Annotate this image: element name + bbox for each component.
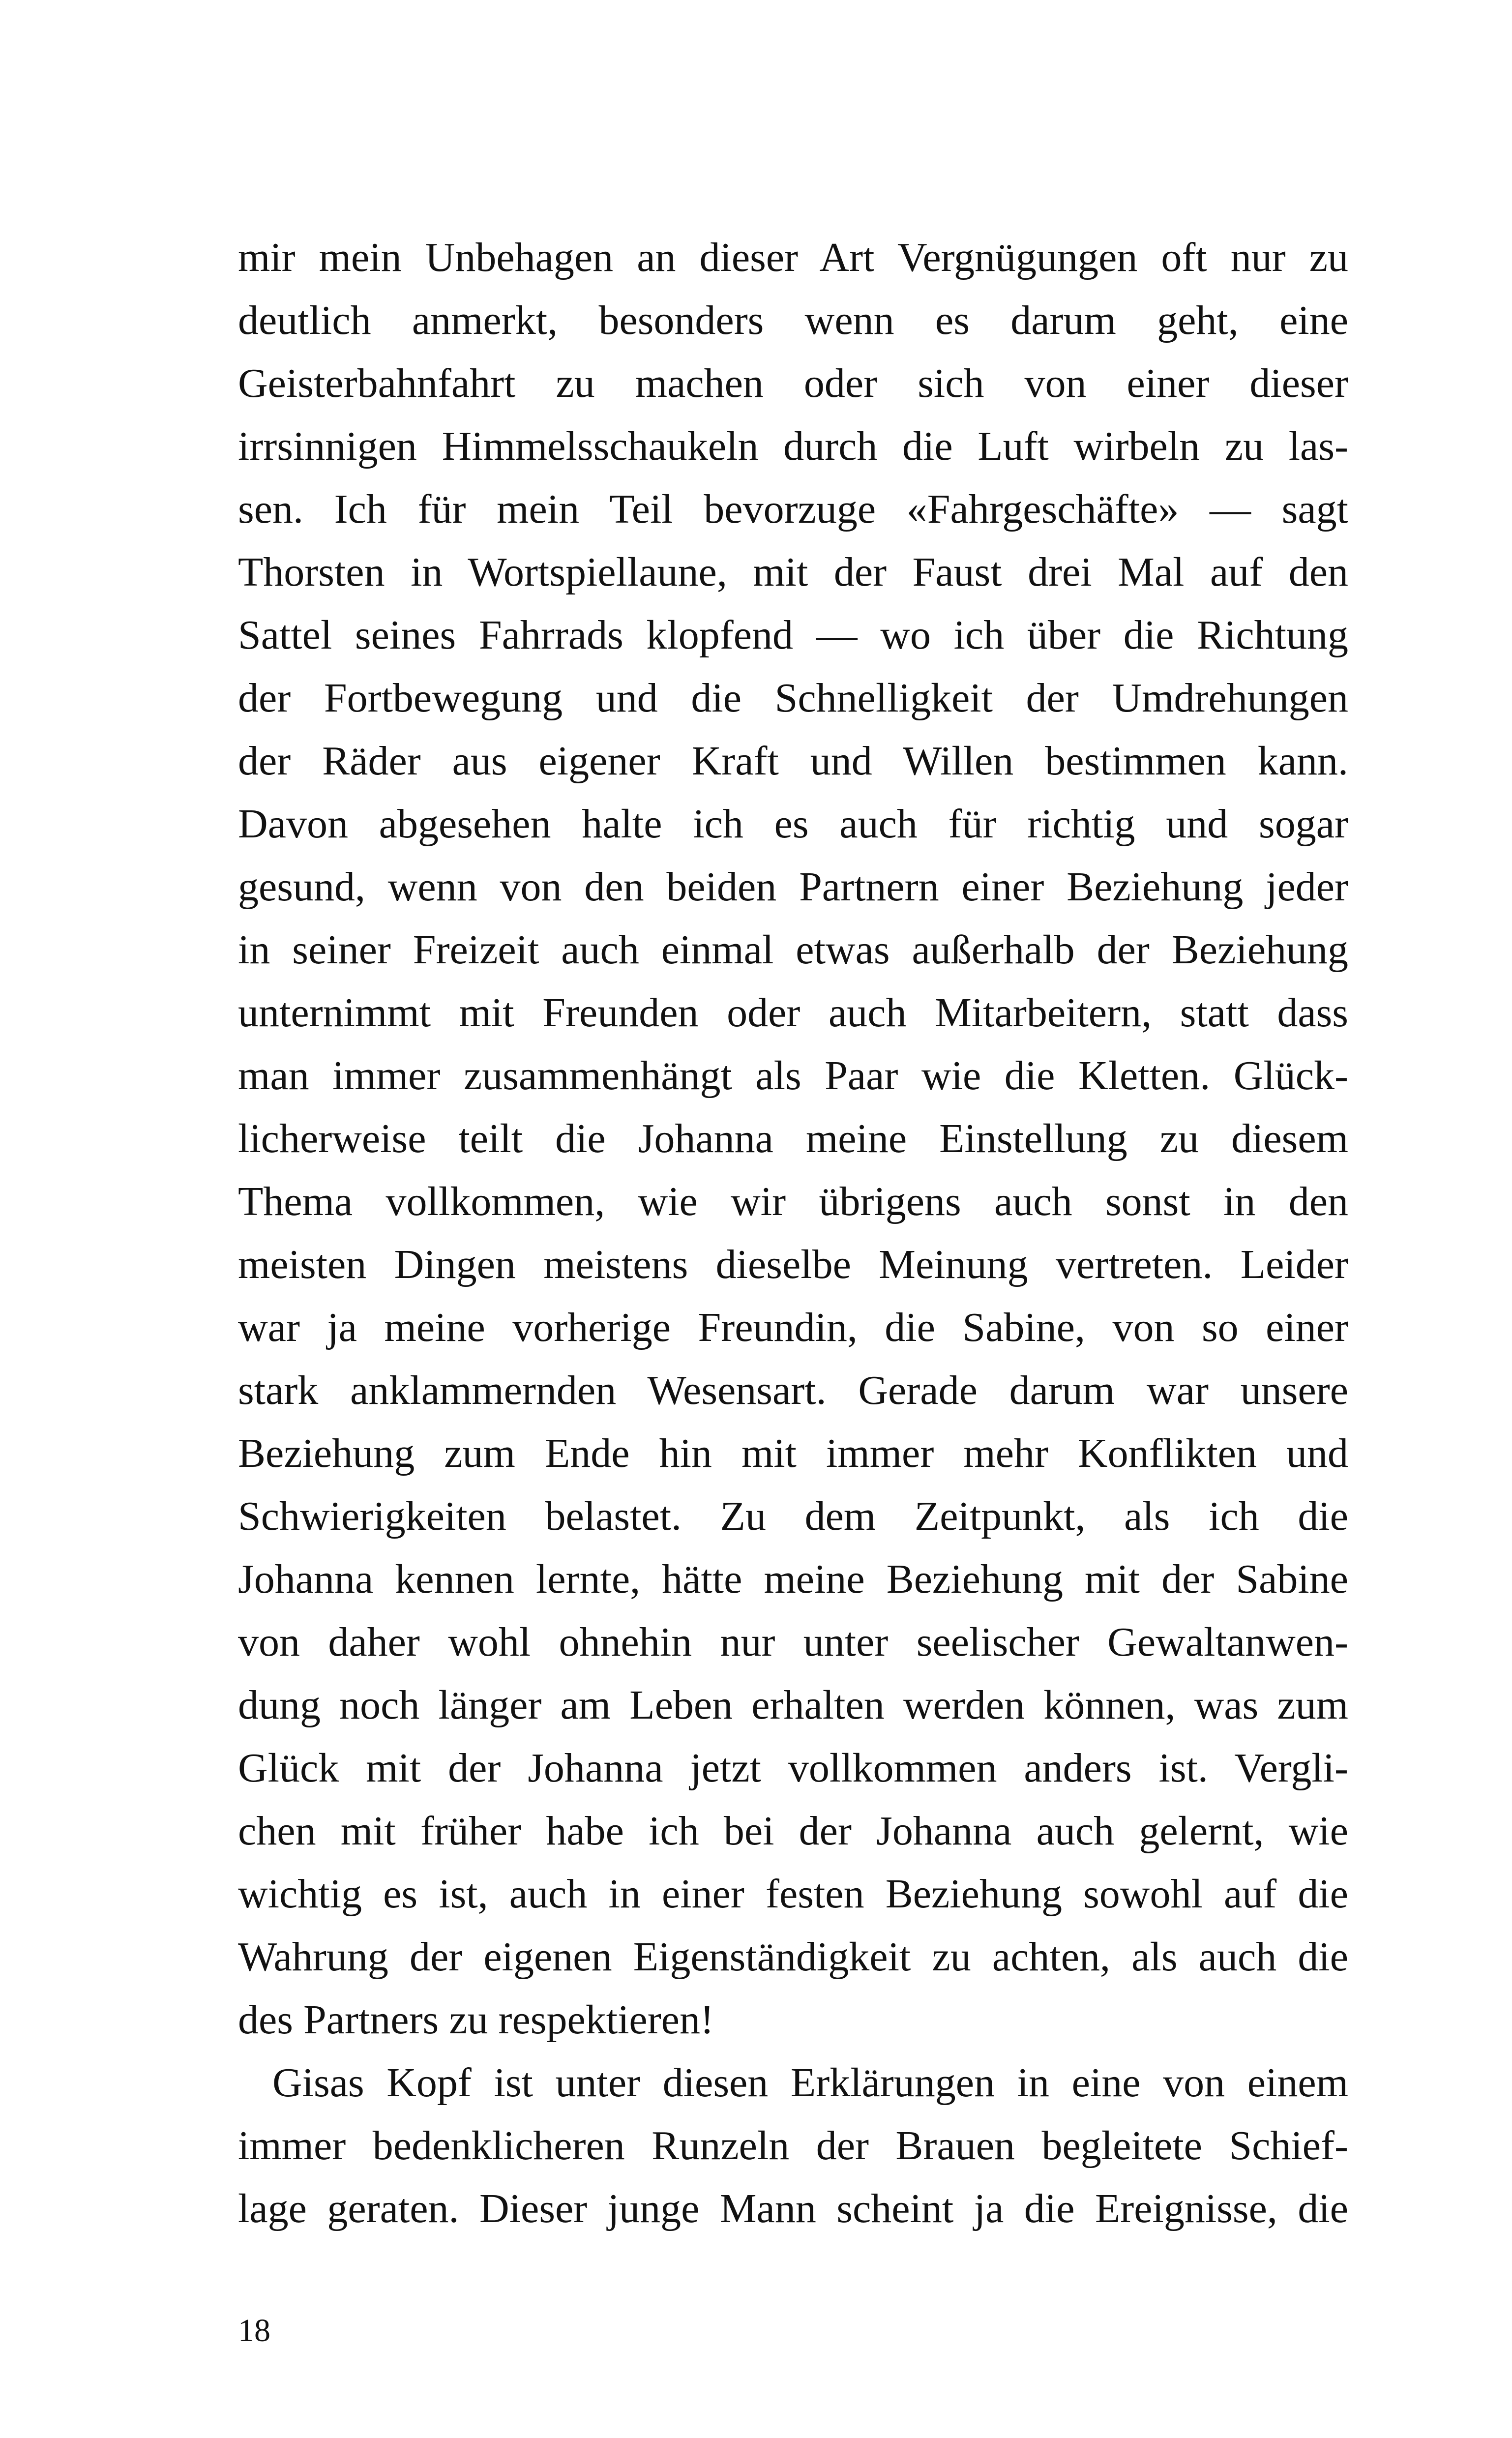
page-number: 18 xyxy=(238,2313,270,2349)
text-line: war ja meine vorherige Freundin, die Sabine, von so einer xyxy=(238,1305,1348,1350)
text-line: Johanna kennen lernte, hätte meine Beziehung mit der Sabine xyxy=(238,1556,1348,1602)
text-line: gesund, wenn von den beiden Partnern einer Beziehung jeder xyxy=(238,864,1348,910)
text-line: von daher wohl ohnehin nur unter seelischer Gewaltanwen- xyxy=(238,1619,1348,1665)
text-line: chen mit früher habe ich bei der Johanna auch gelernt, wie xyxy=(238,1808,1348,1854)
text-line: Geisterbahnfahrt zu machen oder sich von einer dieser xyxy=(238,360,1348,406)
paragraph-first-line: Gisas Kopf ist unter diesen Erklärungen in eine von einem xyxy=(272,2060,1348,2106)
text-line: dung noch länger am Leben erhalten werden können, was zum xyxy=(238,1682,1348,1728)
text-line: immer bedenklicheren Runzeln der Brauen begleitete Schief- xyxy=(238,2123,1348,2169)
text-line: Thema vollkommen, wie wir übrigens auch sonst in den xyxy=(238,1179,1348,1224)
text-line: sen. Ich für mein Teil bevorzuge «Fahrgeschäfte» — sagt xyxy=(238,486,1348,532)
text-line: Sattel seines Fahrrads klopfend — wo ich über die Richtung xyxy=(238,612,1348,658)
text-line: Davon abgesehen halte ich es auch für richtig und sogar xyxy=(238,801,1348,847)
text-line: deutlich anmerkt, besonders wenn es darum geht, eine xyxy=(238,297,1348,343)
text-line: irrsinnigen Himmelsschaukeln durch die Luft wirbeln zu las- xyxy=(238,423,1348,469)
text-line: der Fortbewegung und die Schnelligkeit der Umdrehungen xyxy=(238,675,1348,721)
paragraph-end-line: des Partners zu respektieren! xyxy=(238,1997,714,2043)
text-line: in seiner Freizeit auch einmal etwas außerhalb der Beziehung xyxy=(238,927,1348,973)
text-line: Glück mit der Johanna jetzt vollkommen anders ist. Vergli- xyxy=(238,1745,1348,1791)
text-line: man immer zusammenhängt als Paar wie die Kletten. Glück- xyxy=(238,1053,1348,1099)
text-line: mir mein Unbehagen an dieser Art Vergnügungen oft nur zu xyxy=(238,235,1348,280)
text-line: Schwierigkeiten belastet. Zu dem Zeitpunkt, als ich die xyxy=(238,1493,1348,1539)
text-line: der Räder aus eigener Kraft und Willen bestimmen kann. xyxy=(238,738,1348,784)
text-line: Beziehung zum Ende hin mit immer mehr Konflikten und xyxy=(238,1430,1348,1476)
text-line: stark anklammernden Wesensart. Gerade darum war unsere xyxy=(238,1368,1348,1413)
text-line: meisten Dingen meistens dieselbe Meinung vertreten. Leider xyxy=(238,1242,1348,1287)
text-line: lage geraten. Dieser junge Mann scheint ja die Ereignisse, die xyxy=(238,2186,1348,2231)
text-line: Thorsten in Wortspiellaune, mit der Faust drei Mal auf den xyxy=(238,549,1348,595)
text-line: unternimmt mit Freunden oder auch Mitarbeitern, statt dass xyxy=(238,990,1348,1036)
text-line: Wahrung der eigenen Eigenständigkeit zu achten, als auch die xyxy=(238,1934,1348,1980)
text-line: licherweise teilt die Johanna meine Einstellung zu diesem xyxy=(238,1116,1348,1161)
body-text xyxy=(238,226,1348,2240)
text-line: wichtig es ist, auch in einer festen Beziehung sowohl auf die xyxy=(238,1871,1348,1917)
